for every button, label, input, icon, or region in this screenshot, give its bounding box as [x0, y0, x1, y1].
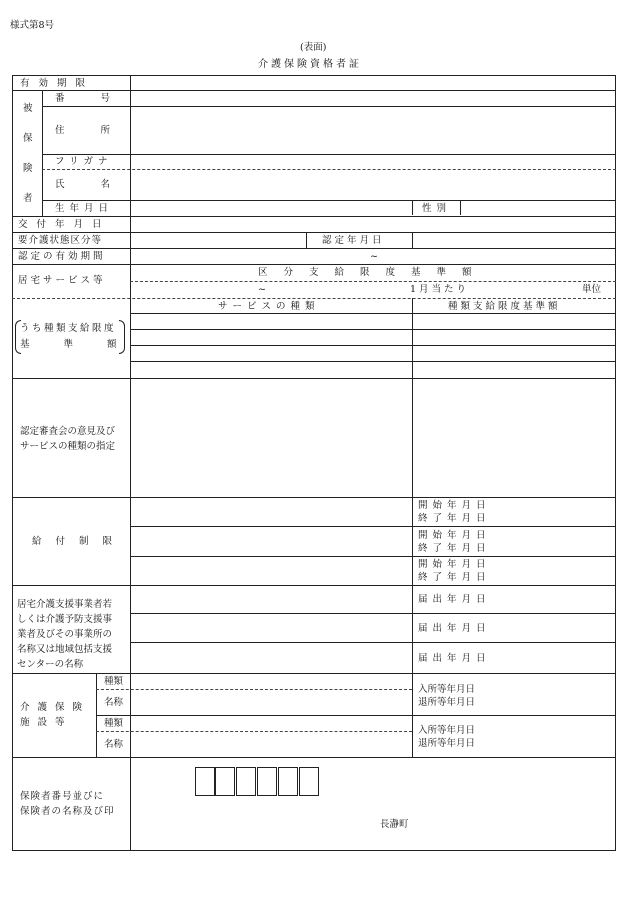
home-service-label: 居宅サービス等	[18, 275, 106, 286]
birthdate-label: 生年月日	[55, 203, 114, 214]
cert-period-tilde: ~	[370, 251, 378, 262]
insured-char-4: 者	[23, 193, 33, 204]
discharge-date-1: 退所等年月日	[418, 697, 476, 708]
insurer-name: 長瀞町	[380, 819, 409, 830]
care-level-label: 要介護状態区分等	[18, 235, 103, 246]
admission-date-2: 入所等年月日	[418, 725, 476, 736]
facility-kind-1: 種類	[104, 676, 124, 687]
cert-date-label: 認定年月日	[322, 235, 385, 246]
insurer-label: 保険者番号並びに 保険者の名称及び印	[20, 791, 115, 817]
start-date-2: 開始年月日	[418, 530, 491, 541]
care-provider-label: 居宅介護支援事業者若 しくは介護予防支援事 業者及びその事業所の 名称又は地域包括支援 センターの名称	[17, 599, 113, 670]
per-month-label: 1月当たり	[410, 284, 470, 295]
form-title: 介護保険資格者証	[258, 59, 362, 70]
notify-date-1: 届出年月日	[418, 594, 491, 605]
within-limit-label-2: 基準額	[20, 339, 151, 350]
facility-name-1: 名称	[104, 697, 124, 708]
end-date-2: 終了年月日	[418, 543, 491, 554]
insurer-number-box[interactable]	[299, 767, 319, 796]
discharge-date-2: 退所等年月日	[418, 738, 476, 749]
sex-label: 性別	[422, 203, 452, 214]
end-date-3: 終了年月日	[418, 572, 491, 583]
insurer-number-box[interactable]	[195, 767, 215, 796]
limit-tilde: ~	[258, 284, 266, 295]
form-number: 様式第8号	[10, 20, 55, 31]
notify-date-3: 届出年月日	[418, 653, 491, 664]
facility-label: 介護保険 施設等	[20, 702, 91, 728]
within-limit-label-1: うち種類支給限度	[20, 323, 117, 334]
insurer-number-box[interactable]	[278, 767, 298, 796]
insurer-number-box[interactable]	[257, 767, 277, 796]
unit-label: 単位	[582, 284, 602, 295]
type-limit-header: 種類支給限度基準額	[448, 301, 561, 312]
insurer-number-box[interactable]	[215, 767, 235, 796]
insured-char-2: 保	[23, 133, 33, 144]
admission-date-1: 入所等年月日	[418, 684, 476, 695]
side-label: (表面)	[300, 42, 327, 53]
insured-char-1: 被	[23, 103, 33, 114]
opinion-label: 認定審査会の意見及び サービスの種類の指定	[20, 426, 116, 452]
facility-name-2: 名称	[104, 739, 124, 750]
start-date-1: 開始年月日	[418, 500, 491, 511]
insurer-number-box[interactable]	[236, 767, 256, 796]
facility-kind-2: 種類	[104, 718, 124, 729]
form-frame	[12, 75, 616, 851]
validity-label: 有効期限	[20, 78, 95, 89]
furigana-label: フリガナ	[55, 156, 113, 167]
issue-date-label: 交付年月日	[18, 219, 111, 230]
start-date-3: 開始年月日	[418, 559, 491, 570]
end-date-1: 終了年月日	[418, 513, 491, 524]
insured-group-divider	[42, 90, 43, 216]
right-column-divider	[412, 298, 413, 757]
label-column-divider	[130, 75, 131, 851]
insured-char-3: 険	[23, 163, 33, 174]
address-label: 住所	[55, 125, 147, 136]
cert-period-label: 認定の有効期間	[18, 251, 106, 262]
service-type-header: サービスの種類	[218, 301, 320, 312]
limit-standard-label: 区分支給限度基準額	[258, 267, 488, 278]
notify-date-2: 届出年月日	[418, 623, 491, 634]
name-label: 氏名	[55, 179, 147, 190]
number-label: 番号	[55, 93, 147, 104]
benefit-restriction-label: 給付制限	[32, 536, 127, 547]
